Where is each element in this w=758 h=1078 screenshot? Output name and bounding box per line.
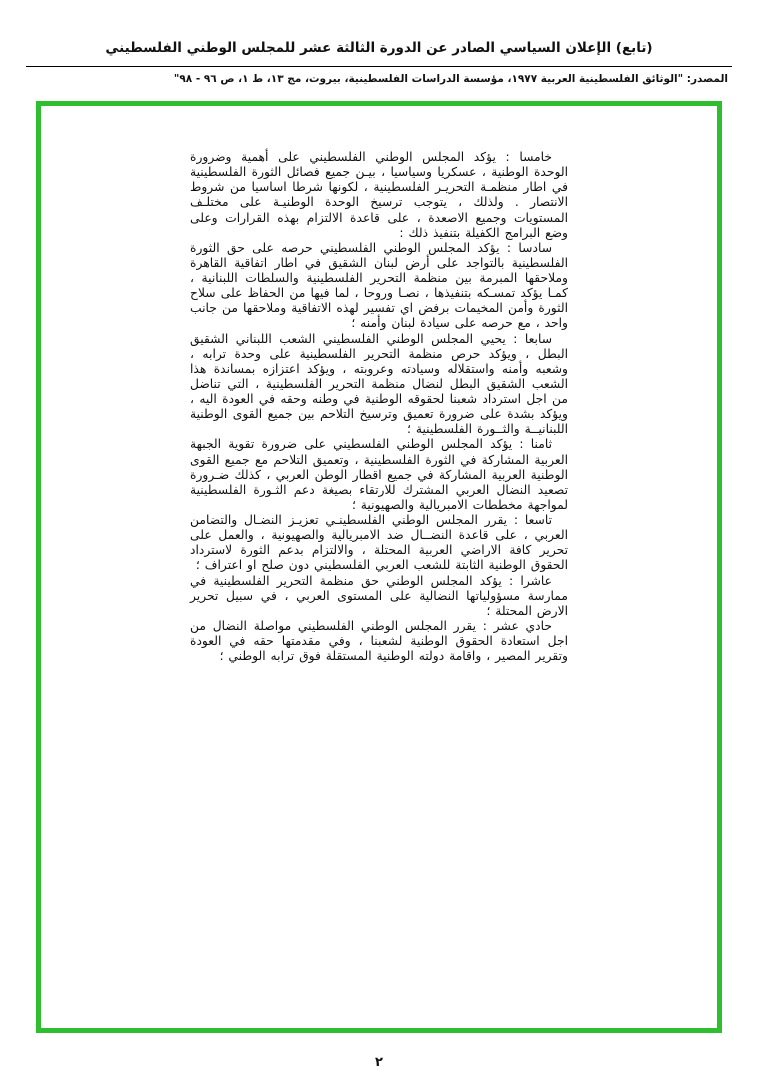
paragraph-eleventh: حادي عشر : يقرر المجلس الوطني الفلسطيني مواصلة النضال من اجل استعادة الحقوق الوطنية لشعبنا ، وفي مقدمتها حقه في العودة وتقرير المصير ، واقامة دولته الوطنية المستقلة فوق ترابه الوطني ؛	[190, 618, 568, 664]
document-body	[190, 150, 568, 664]
paragraph-eighth: ثامنا : يؤكد المجلس الوطني الفلسطيني على ضرورة تقوية الجبهة العربية المشاركة في الثورة الفلسطينية ، وتعميق التلاحم مع جميع القوى الوطنية العربية المشاركة في جميع اقطار الوطن العربي ، كذلك ضـرورة تصعيد النضال العربي المشترك للارتقاء بصيغة دعم الثـورة الفلسطينية لمواجهة مخططات الامبريالية والصهيونية ؛	[190, 437, 568, 512]
page-number: ٢	[375, 1055, 383, 1070]
paragraph-tenth: عاشرا : يؤكد المجلس الوطني حق منظمة التحرير الفلسطينية في ممارسة مسؤولياتها النضالية على المستوى العربي ، في سبيل تحرير الارض المحتلة ؛	[190, 573, 568, 618]
paragraph-seventh: سابعا : يحيي المجلس الوطني الفلسطيني الشعب اللبناني الشقيق البطل ، ويؤكد حرص منظمة التحرير الفلسطينية على وحدة ترابه ، وشعبه وأمنه واستقلاله وسيادته وعروبته ، ويؤكد اعتزازه بمساندة هذا الشعب الشقيق البطل لنضال منظمة التحرير الفلسطينية ، التي تناضل من اجل استرداد شعبنا لحقوقه الوطنية في وطنه وحقه في العودة اليه ، ويؤكد بشدة على ضرورة تعميق وترسيخ التلاحم بين جميع القوى الوطنية اللبنانيــة والثــورة الفلسطينية ؛	[190, 331, 568, 437]
document-frame	[36, 101, 722, 1033]
paragraph-sixth: سادسا : يؤكد المجلس الوطني الفلسطيني حرصه على حق الثورة الفلسطينية بالتواجد على أرض لبنان الشقيق في اطار اتفاقية القاهرة وملاحقها المبرمة بين منظمة التحرير الفلسطينية والسلطات اللبنانية ، كمـا يؤكد تمسـكه بتنفيذها ، نصـا وروحا ، لما فيها من الحفاظ على سلاح الثورة وأمن المخيمات برفض اي تفسير لهذه الاتفاقية وملاحقها من جانب واحد ، مع حرصه على سيادة لبنان وأمنه ؛	[190, 240, 568, 331]
document-title: (تابع) الإعلان السياسي الصادر عن الدورة الثالثة عشر للمجلس الوطني الفلسطيني	[105, 40, 653, 56]
header-divider	[26, 66, 732, 67]
paragraph-fifth: خامسا : يؤكد المجلس الوطني الفلسطيني على أهمية وضرورة الوحدة الوطنية ، عسكريا وسياسيا ، بيـن جميع فصائل الثورة الفلسطينية في اطار منظمـة التحريـر الفلسطينية ، لكونها شرطا اساسيا من شروط الانتصار . ولذلك ، يتوجب ترسيخ الوحدة الوطنيـة على مختلـف المستويات وجميع الاصعدة ، على قاعدة الالتزام بهذه القرارات وعلى وضع البرامج الكفيلة بتنفيذ ذلك :	[190, 150, 568, 240]
paragraph-ninth: تاسعا : يقرر المجلس الوطني الفلسطينـي تعزيـز النضـال والتضامن العربي ، على قاعدة النضــال ضد الامبريالية والصهيونية ، والعمل على تحرير كافة الاراضي العربية المحتلة ، والالتزام بدعم الثورة لاسترداد الحقوق الوطنية الثابتة للشعب العربي الفلسطيني دون صلح او اعتراف ؛	[190, 513, 568, 573]
source-citation: المصدر: "الوثائق الفلسطينية العربية ١٩٧٧، مؤسسة الدراسات الفلسطينية، بيروت، مج ١٣، ط ١، ص ٩٦ - ٩٨"	[173, 73, 728, 85]
